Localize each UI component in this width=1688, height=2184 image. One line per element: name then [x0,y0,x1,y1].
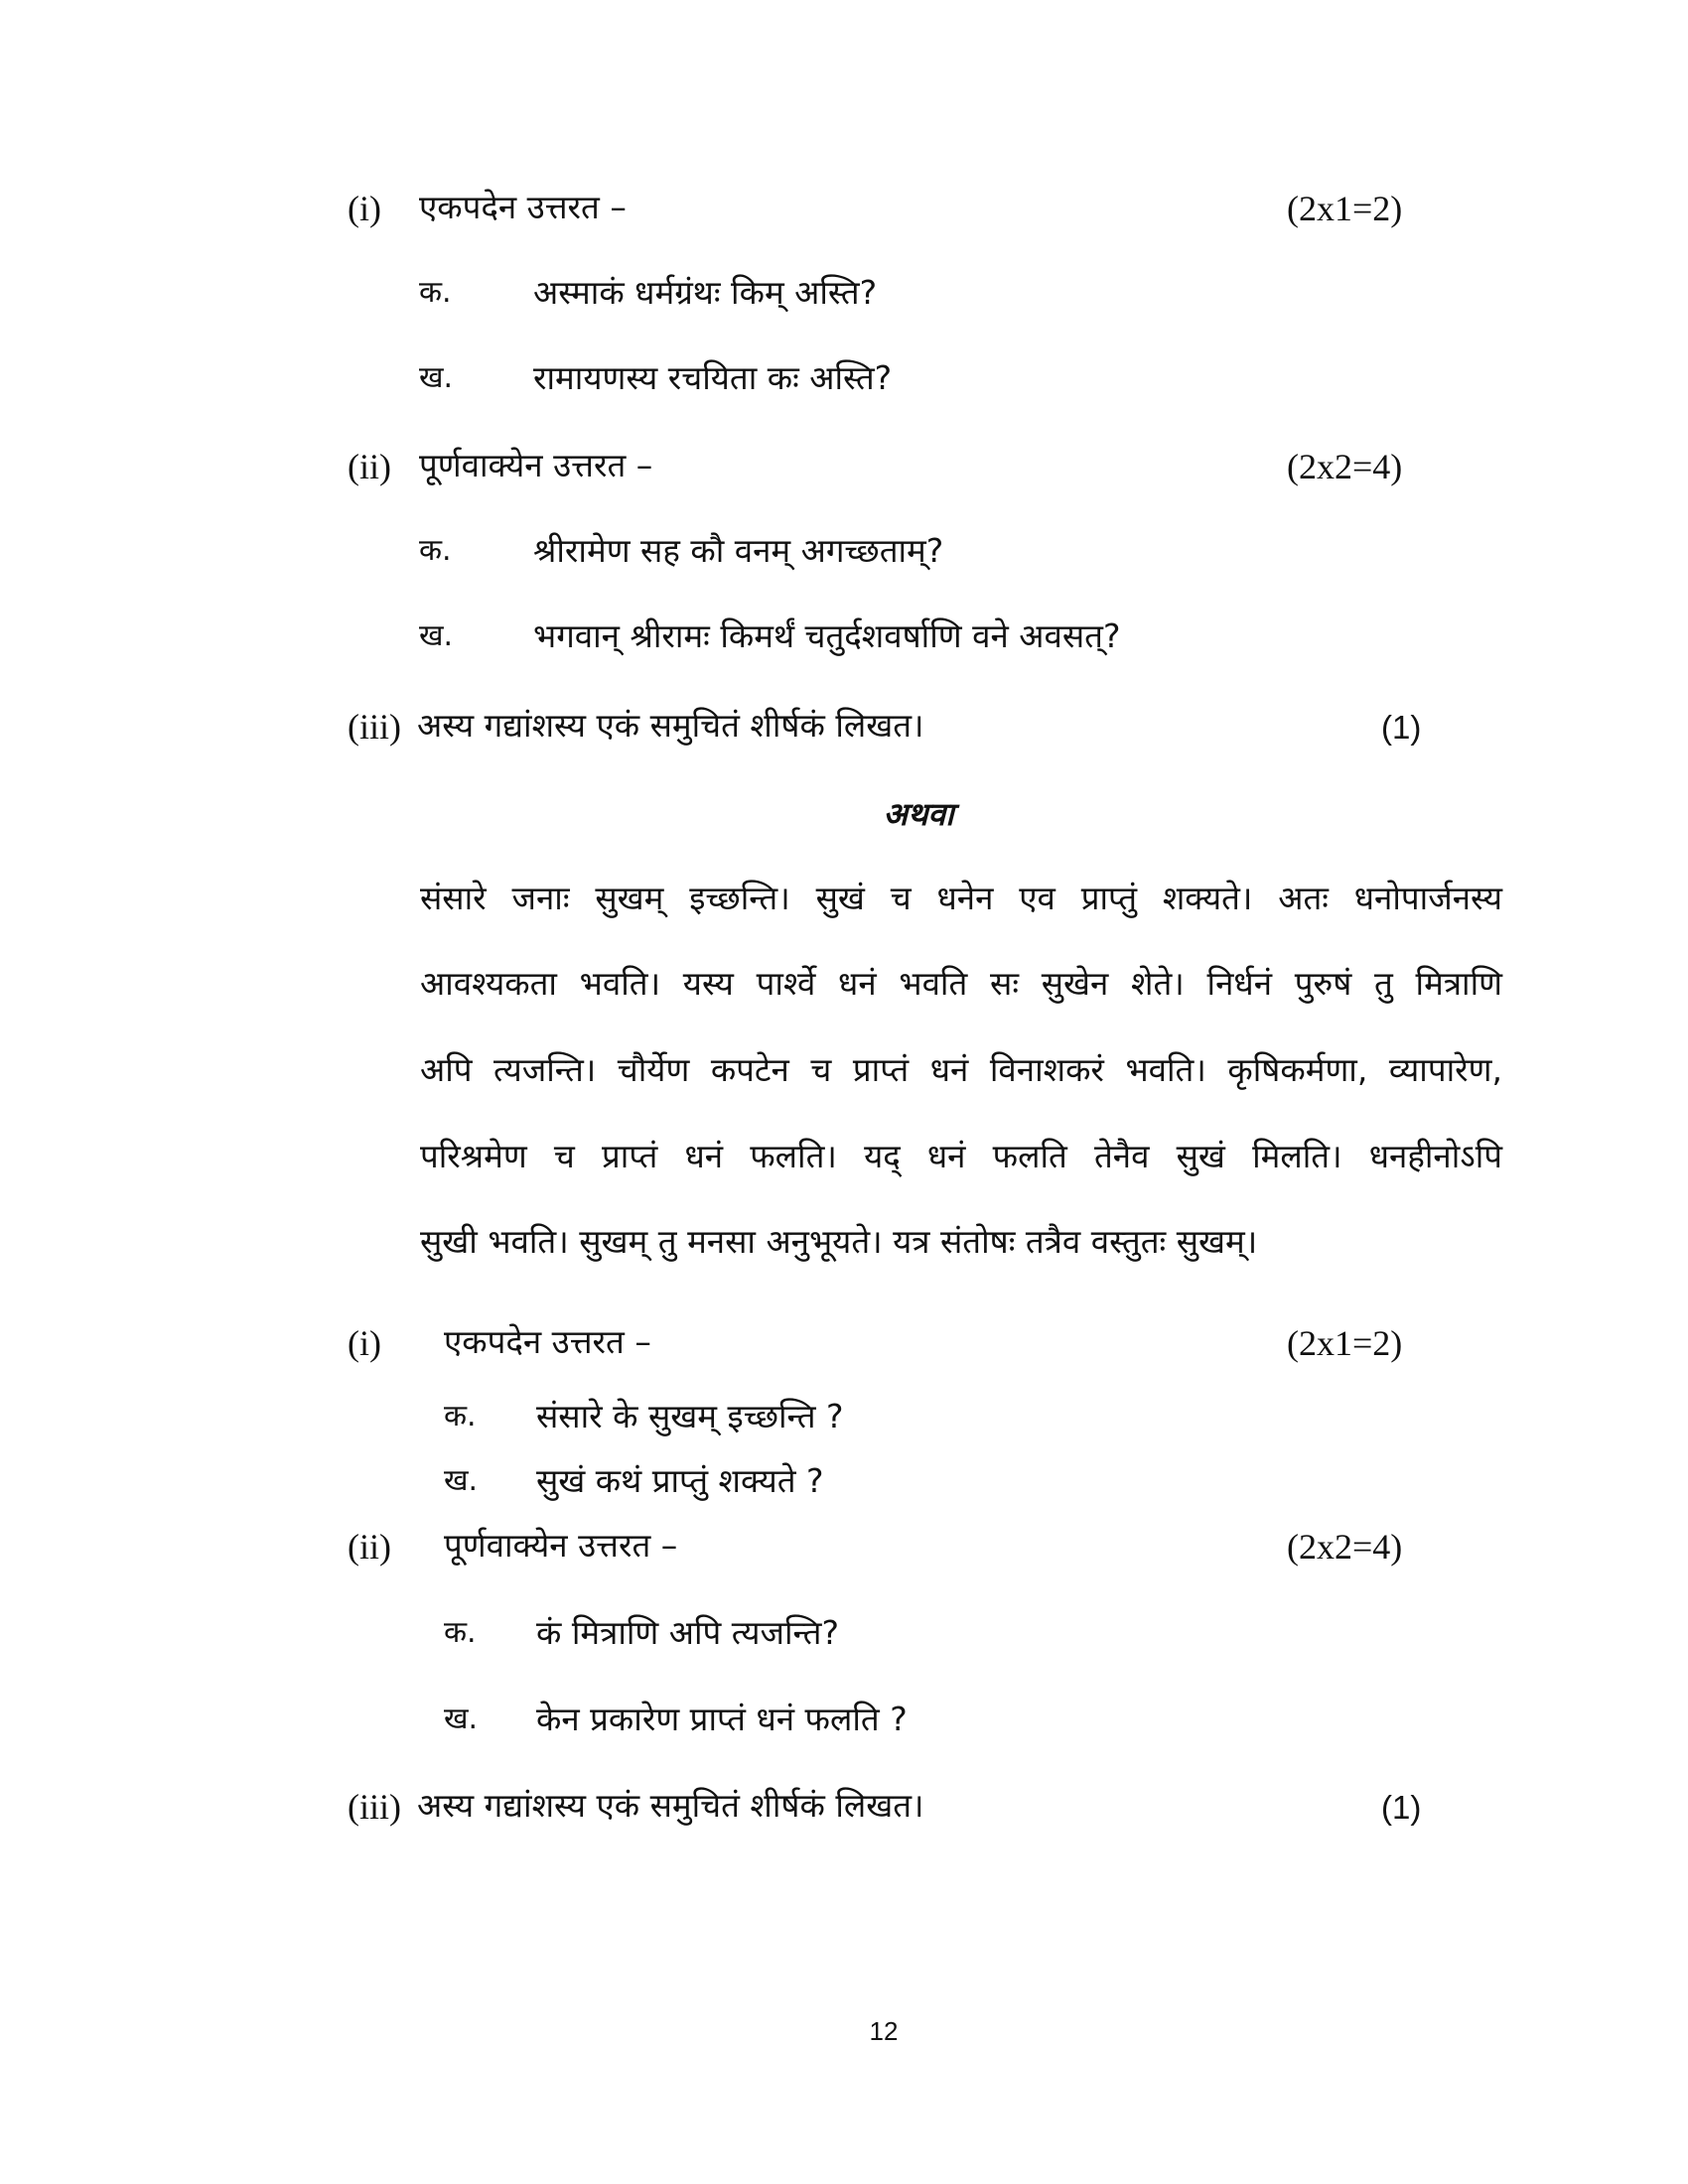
marks-label: (2x2=4) [1287,1527,1403,1567]
passage-line: सुखी भवति। सुखम् तु मनसा अनुभूयते। यत्र संतोषः तत्रैव वस्तुतः सुखम्। [420,1222,1258,1261]
item-marker: ख. [444,1702,479,1736]
question-label: (ii) [348,447,391,486]
question-item: कं मित्राणि अपि त्यजन्ति? [536,1613,839,1652]
question-item: संसारे के सुखम् इच्छन्ति ? [536,1397,844,1435]
item-marker: क. [444,1615,477,1650]
question-item: सुखं कथं प्राप्तुं शक्यते ? [536,1461,824,1500]
marks-label: (2x2=4) [1287,447,1403,486]
item-marker: क. [419,533,452,568]
question-heading: एकपदेन उत्तरत – [419,188,627,226]
or-heading: अथवा [883,795,954,833]
question-heading: अस्य गद्यांशस्य एकं समुचितं शीर्षकं लिखत। [417,1786,924,1825]
item-marker: क. [419,275,452,310]
question-item: भगवान् श्रीरामः किमर्थं चतुर्दशवर्षाणि वने अवसत्? [533,616,1121,655]
item-marker: ख. [444,1463,479,1498]
question-heading: एकपदेन उत्तरत – [444,1322,651,1361]
question-heading: पूर्णवाक्येन उत्तरत – [419,446,653,484]
question-heading: अस्य गद्यांशस्य एकं समुचितं शीर्षकं लिखत। [417,706,924,745]
question-label: (iii) [348,707,401,747]
question-label: (i) [348,1323,381,1363]
passage-line: आवश्यकता भवति। यस्य पार्श्वे धनं भवति सः सुखेन शेते। निर्धनं पुरुषं तु मित्राणि [420,964,1502,1003]
item-marker: ख. [419,360,454,395]
question-item: अस्माकं धर्मग्रंथः किम् अस्ति? [533,273,878,312]
question-heading: पूर्णवाक्येन उत्तरत – [444,1526,678,1565]
question-label: (i) [348,189,381,228]
item-marker: ख. [419,618,454,653]
question-label: (ii) [348,1527,391,1567]
passage-line: परिश्रमेण च प्राप्तं धनं फलति। यद् धनं फलति तेनैव सुखं मिलति। धनहीनोऽपि [420,1137,1502,1175]
marks-label: (1) [1381,709,1422,746]
marks-label: (1) [1381,1789,1422,1826]
passage-line: संसारे जनाः सुखम् इच्छन्ति। सुखं च धनेन एव प्राप्तुं शक्यते। अतः धनोपार्जनस्य [420,879,1502,917]
marks-label: (2x1=2) [1287,189,1403,228]
item-marker: क. [444,1399,477,1433]
passage-line: अपि त्यजन्ति। चौर्येण कपटेन च प्राप्तं धनं विनाशकरं भवति। कृषिकर्मणा, व्यापारेण, [420,1050,1502,1089]
page-number: 12 [869,2016,899,2046]
question-item: केन प्रकारेण प्राप्तं धनं फलति ? [536,1700,908,1738]
question-item: श्रीरामेण सह कौ वनम् अगच्छताम्? [533,531,944,570]
marks-label: (2x1=2) [1287,1323,1403,1363]
question-item: रामायणस्य रचयिता कः अस्ति? [533,358,893,397]
question-label: (iii) [348,1787,401,1827]
